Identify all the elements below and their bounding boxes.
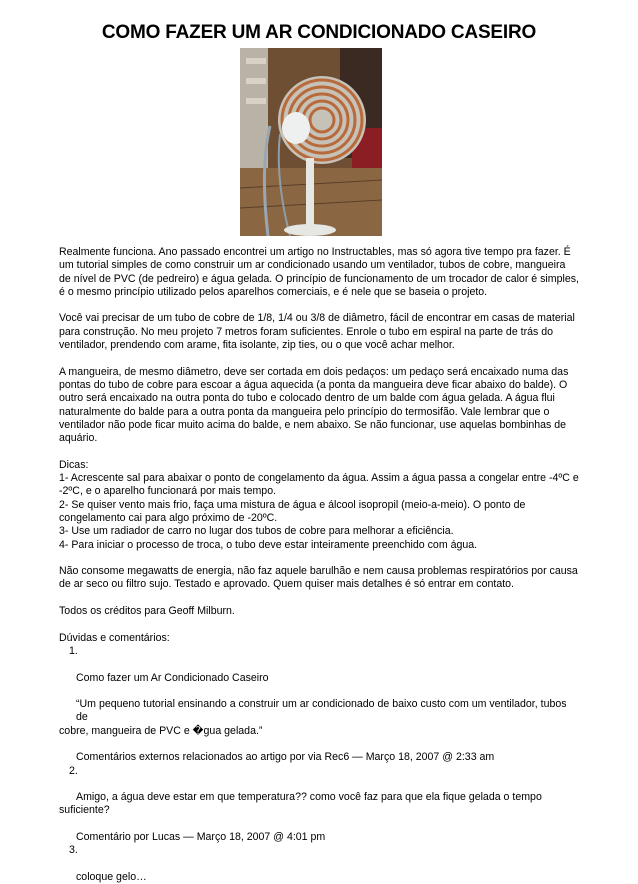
benefits-paragraph: Não consome megawatts de energia, não faz aquele barulhão e nem causa problemas respiratórios por causa de ar seco ou filtro sujo. Testado e aprovado. Quem quiser mais detalhes é só entrar em contato. bbox=[59, 565, 578, 591]
article-body bbox=[59, 246, 579, 884]
comment-title: Como fazer um Ar Condicionado Caseiro bbox=[76, 671, 269, 684]
tip-item: 3- Use um radiador de carro no lugar dos tubos de cobre para melhorar a eficiência. bbox=[59, 525, 454, 538]
comment-text-line: suficiente? bbox=[59, 804, 110, 817]
comments-heading: Dúvidas e comentários: bbox=[59, 631, 170, 644]
intro-paragraph: Realmente funciona. Ano passado encontrei um artigo no Instructables, mas só agora tive tempo pra fazer. É um tutorial simples de como construir um ar condicionado usando um ventilador, tubos de cobre, mangueira de nível de PVC (de pedreiro) e água gelada. O princípio de funcionamento de um trocador de calor é simples, é o mesmo princípio utilizado pelos aparelhos comerciais, e é nele que se baseia o projeto. bbox=[59, 246, 579, 298]
comment-meta: Comentários externos relacionados ao artigo por via Rec6 — Março 18, 2007 @ 2:33 am bbox=[76, 751, 495, 764]
tips-heading: Dicas: bbox=[59, 458, 89, 471]
credits-paragraph: Todos os créditos para Geoff Milburn. bbox=[59, 605, 235, 618]
comments-section bbox=[59, 632, 579, 884]
tip-item: 2- Se quiser vento mais frio, faça uma mistura de água e álcool isopropil (meio-a-meio). O ponto de congelamento cai para algo próximo de -20ºC. bbox=[59, 498, 526, 524]
fan-photo bbox=[240, 48, 382, 236]
comment-text-line: coloque gelo… bbox=[76, 870, 147, 883]
page-title: COMO FAZER UM AR CONDICIONADO CASEIRO bbox=[101, 22, 537, 43]
comment-quote-line: cobre, mangueira de PVC e �gua gelada.” bbox=[59, 724, 263, 737]
comment-number: 3. bbox=[69, 844, 78, 857]
comment-number: 1. bbox=[69, 644, 78, 657]
tip-item: 4- Para iniciar o processo de troca, o tubo deve estar inteiramente preenchido com água. bbox=[59, 538, 478, 551]
fan-photo-image bbox=[240, 48, 382, 236]
comment-text-line: Amigo, a água deve estar em que temperatura?? como você faz para que ela fique gelada o tempo bbox=[76, 791, 542, 804]
comment-number: 2. bbox=[69, 764, 78, 777]
materials-paragraph: Você vai precisar de um tubo de cobre de 1/8, 1/4 ou 3/8 de diâmetro, fácil de encontrar em casas de material para construção. No meu projeto 7 metros foram suficientes. Enrole o tubo em espiral na parte de trás do ventilador, prendendo com arame, fita isolante, zip ties, ou o que você achar melhor. bbox=[59, 312, 575, 352]
hose-paragraph: A mangueira, de mesmo diâmetro, deve ser cortada em dois pedaços: um pedaço será encaixado numa das pontas do tubo de cobre para escoar a água aquecida (a ponta da mangueira deve ficar abaixo do balde). O outro será encaixado na outra ponta do tubo e colocado dentro de um balde com água gelada. A água flui naturalmente do balde para a outra ponta da mangueira pelo princípio do termosifão. Vale lembrar que o ventilador não pode ficar muito acima do balde, e nem abaixo. Se não funcionar, use aquelas bombinhas de aquário. bbox=[59, 365, 569, 445]
tips-section bbox=[59, 459, 579, 552]
comment-quote-line: “Um pequeno tutorial ensinando a construir um ar condicionado de baixo custo com um ventilador, tubos de bbox=[76, 698, 567, 724]
tip-item: 1- Acrescente sal para abaixar o ponto de congelamento da água. Assim a água passa a congelar entre -4ºC e -2ºC, e o aparelho funcionará por mais tempo. bbox=[59, 472, 579, 498]
comment-meta: Comentário por Lucas — Março 18, 2007 @ 4:01 pm bbox=[76, 831, 326, 844]
